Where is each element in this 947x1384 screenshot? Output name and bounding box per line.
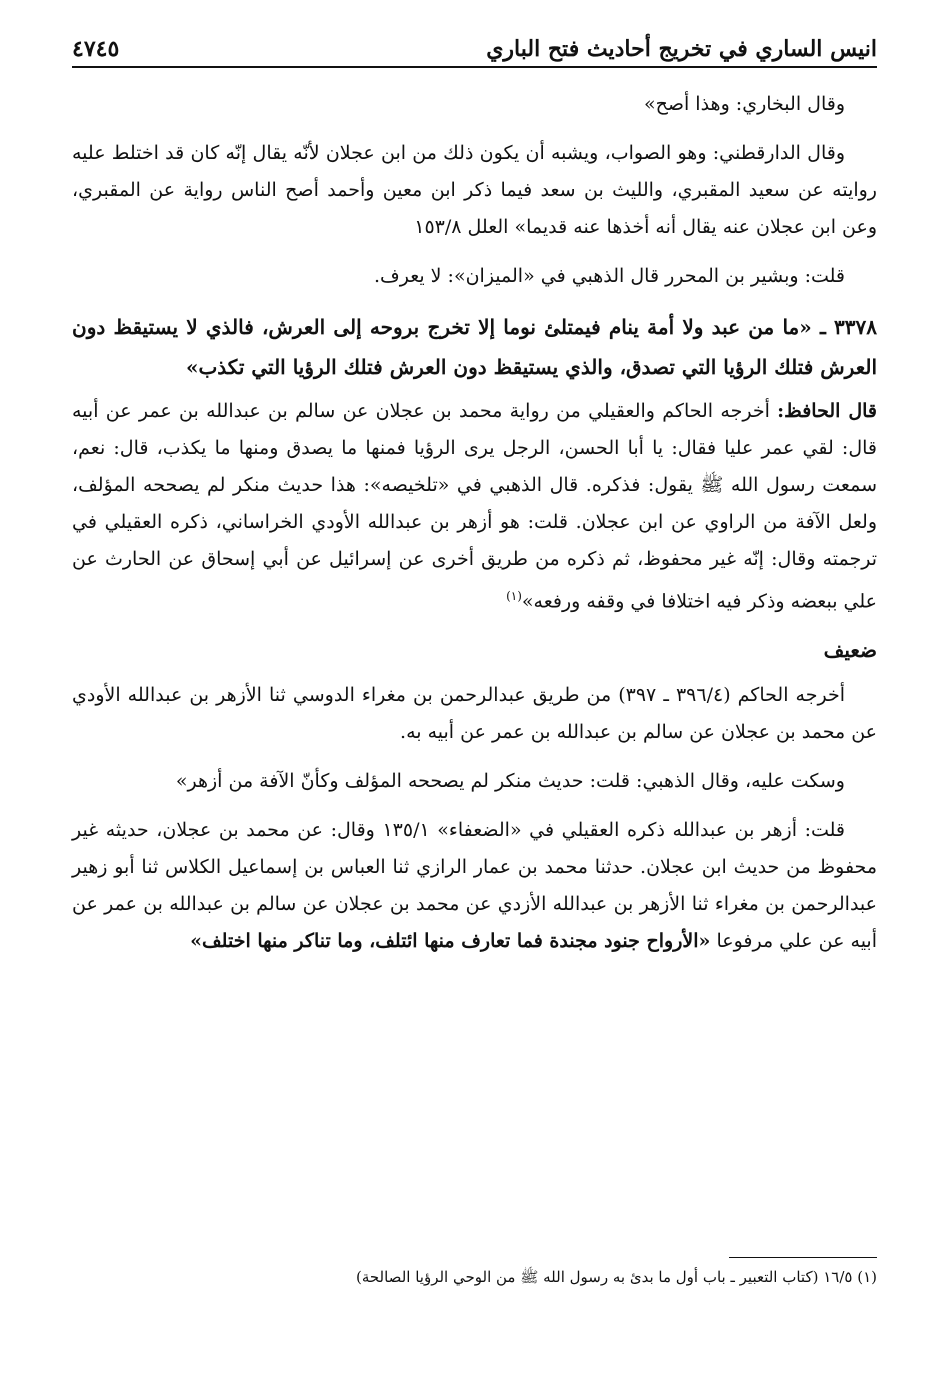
paragraph-uqayli	[72, 812, 877, 960]
footnote-marker: (١)	[506, 589, 522, 603]
paragraph-daraqutni: وقال الدارقطني: وهو الصواب، ويشبه أن يكون ذلك من ابن عجلان لأنّه يقال إنّه كان قد اختلط عليه روايته عن سعيد المقبري، والليث بن سعد فيما ذكر ابن معين وأحمد أصح الناس رواية عن المقبري، وعن ابن عجلان عنه يقال أنه أخذها عنه قديما» العلل ١٥٣/٨	[72, 142, 877, 238]
running-header	[72, 36, 877, 68]
paragraph-hakim: أخرجه الحاكم (٣٩٦/٤ ـ ٣٩٧) من طريق عبدالرحمن بن مغراء الدوسي ثنا الأزهر بن عبدالله الأودي عن محمد بن عجلان عن سالم بن عبدالله بن عمر عن أبيه به.	[72, 684, 877, 744]
arwah-quote: «الأرواح جنود مجندة فما تعارف منها ائتلف، وما تناكر منها اختلف»	[190, 930, 711, 953]
header-title: انيس الساري في تخريج أحاديث فتح الباري	[486, 36, 877, 62]
hafiz-text: أخرجه الحاكم والعقيلي من رواية محمد بن عجلان عن سالم بن عبدالله بن عمر عن أبيه قال: لقي عمر عليا فقال: يا أبا الحسن، الرجل يرى الرؤيا فمنها ما يصدق ومنها ما يكذب، قال: نعم، سمعت رسول الله ﷺ يقول: فذكره. قال الذهبي في «تلخيصه»: هذا حديث منكر لم يصححه المؤلف، ولعل الآفة من الراوي عن ابن عجلان. قلت: هو أزهر بن عبدالله الأودي الخراساني، ذكره العقيلي في ترجمته وقال: إنّه غير محفوظ، ثم ذكره من طريق أخرى عن إسرائيل عن أبي إسحاق عن الحارث عن علي ببعضه وذكر فيه اختلافا في وقفه ورفعه»	[72, 400, 877, 613]
paragraph-bukhari: وقال البخاري: وهذا أصح»	[643, 93, 845, 115]
paragraph-hafiz	[72, 393, 877, 620]
book-page	[72, 36, 877, 1364]
footnote: (١) ١٦/٥ (كتاب التعبير ـ باب أول ما بدئ به رسول الله ﷺ من الوحي الرؤيا الصالحة)	[355, 1268, 877, 1286]
paragraph-bashir: قلت: وبشير بن المحرر قال الذهبي في «الميزان»: لا يعرف.	[373, 265, 845, 287]
paragraph-dhahabi: وسكت عليه، وقال الذهبي: قلت: حديث منكر لم يصححه المؤلف وكأنّ الآفة من أزهر»	[175, 770, 845, 793]
page-body	[72, 86, 877, 960]
uqayli-text: قلت: أزهر بن عبدالله ذكره العقيلي في «الضعفاء» ١٣٥/١ وقال: عن محمد بن عجلان، حديثه غير محفوظ من حديث ابن عجلان. حدثنا محمد بن عمار الرازي ثنا العباس بن إسماعيل الكلاس ثنا أبو زهير عبدالرحمن بن مغراء ثنا الأزهر بن عبدالله الأزدي عن محمد بن عجلان عن سالم بن عبدالله بن عمر عن أبيه عن علي مرفوعا	[72, 819, 877, 953]
page-number: ٤٧٤٥	[72, 36, 120, 62]
hadith-grade: ضعيف	[823, 638, 877, 663]
hadith-text: ٣٣٧٨ ـ «ما من عبد ولا أمة ينام فيمتلئ نوما إلا تخرج بروحه إلى العرش، فالذي لا يستيقظ دون العرش فتلك الرؤيا التي تصدق، والذي يستيقظ دون العرش فتلك الرؤيا التي تكذب»	[72, 315, 877, 379]
hafiz-label: قال الحافظ:	[777, 400, 877, 422]
footnote-divider	[729, 1257, 877, 1258]
